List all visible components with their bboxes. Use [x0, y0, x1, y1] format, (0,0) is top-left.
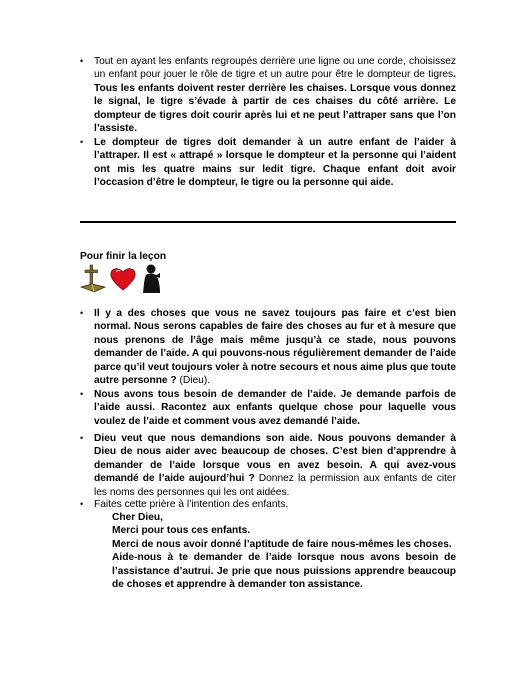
prayer-line: Cher Dieu, [112, 512, 163, 523]
bible-cross-icon [80, 263, 106, 295]
horizontal-divider [80, 221, 456, 223]
bullet-symbol: • [80, 499, 84, 509]
prayer-text [112, 511, 456, 591]
bullet-item-god-wants [80, 432, 456, 499]
bullet-item-ask-god [80, 307, 456, 387]
bullet-symbol: • [80, 137, 84, 147]
bullet-text-normal: (Dieu). [176, 375, 211, 387]
bullet-item-need-help [80, 388, 456, 428]
bullet-text-normal: Faites cette prière à l’intention des enfants. [94, 499, 289, 510]
section-title: Pour finir la leçon [80, 251, 167, 262]
bullet-symbol: • [80, 389, 84, 399]
bullet-text-bold: . Tous les enfants doivent rester derrière les chaises. Lorsque vous donnez le signal, le tigre s’évade à partir de ces chaises du côté arrière. Le dompteur de tigres doit courir après lui et ne peut l’attraper sans que l’on l’assiste. [94, 69, 456, 135]
prayer-line: Merci de nous avoir donné l’aptitude de faire nous-mêmes les choses. [112, 538, 452, 550]
bullet-item-prayer-intro [80, 498, 456, 511]
heart-icon [109, 266, 137, 292]
praying-child-icon [140, 263, 164, 295]
bullet-text-bold: Nous avons tous besoin de demander de l’aide. Je demande parfois de l’aide aussi. Racontez aux enfants quelque chose pour laquelle vous voulez de l’aide et comment vous avez demandé l’aide. [94, 389, 456, 427]
prayer-line: Merci pour tous ces enfants. [112, 525, 251, 537]
bullet-text-bold: Il y a des choses que vous ne savez toujours pas faire et c’est bien normal. Nous serons capables de faire des choses au fur et à mesure que nous prenons de l’âge mais même jusqu’à ce stade, nous pouvons demander de l’aide. A qui pouvons-nous régulièrement demander de l’aide parce qu’il veut toujours voler à notre secours et nous aime plus que toute autre personne ? [94, 308, 456, 387]
bullet-text-normal: Tout en ayant les enfants regroupés derrière une ligne ou une corde, choisissez un enfant pour jouer le rôle de tigre et un autre pour être le dompteur de tigres [94, 56, 456, 81]
bullet-symbol: • [80, 433, 84, 443]
bullet-text-bold: Le dompteur de tigres doit demander à un autre enfant de l’aider à l’attraper. Il est « attrapé » lorsque le dompteur et la personne qui l’aident ont mis les quatre mains sur ledit tigre. Chaque enfant doit avoir l’occasion d’être le dompteur, le tigre ou la personne qui aide. [94, 137, 456, 189]
bullet-text-normal: Donnez la permission aux enfants de citer les noms des personnes qui les ont aidées. [94, 473, 456, 498]
bullet-item-tiger-tamer [80, 136, 456, 190]
bullet-symbol: • [80, 56, 84, 66]
bullet-symbol: • [80, 308, 84, 318]
prayer-line: Aide-nous à te demander de l’aide lorsque nous avons besoin de l’assistance d’autrui. Je prie que nous puissions apprendre beaucoup de choses et apprendre à demander ton assistance. [112, 552, 456, 591]
bullet-text-bold: Dieu veut que nous demandions son aide. Nous pouvons demander à Dieu de nous aider avec beaucoup de choses. C’est bien d’apprendre à demander de l’aide lorsque vous en avez besoin. A qui avez-vous demandé de l’aide aujourd’hui ? [94, 433, 456, 485]
lesson-icons [80, 263, 170, 297]
bullet-item-tiger-setup [80, 55, 456, 135]
